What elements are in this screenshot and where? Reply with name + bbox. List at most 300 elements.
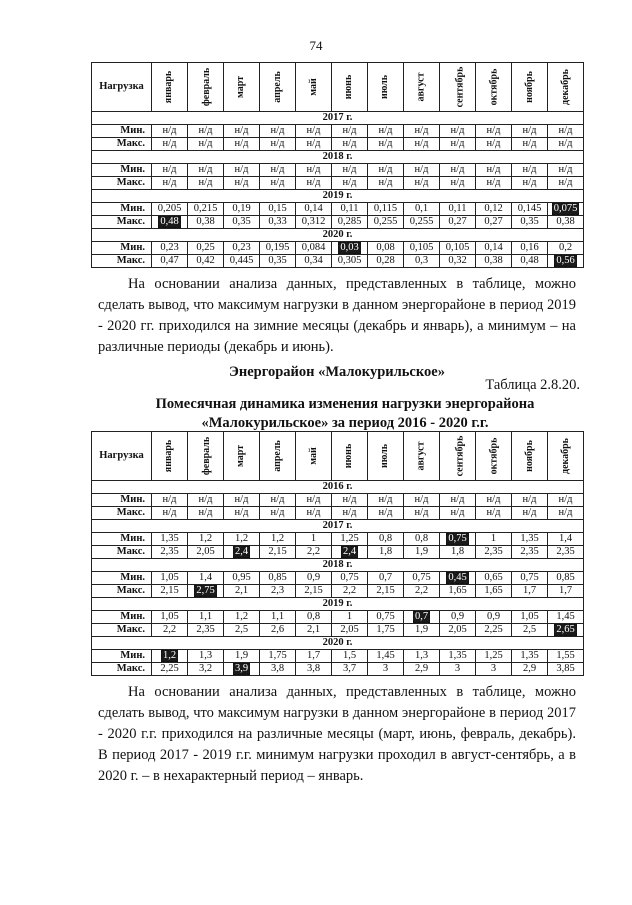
cell-value: 2,05: [448, 624, 467, 635]
cell-value: 1,35: [520, 533, 539, 544]
paragraph-1-text: На основании анализа данных, представленных в таблице, можно сделать вывод, что максимум нагрузки в данном энергорайоне в период 2019 - 2020 гг. приходился на зимние месяцы (декабрь и январь), а минимум – на различные периоды (декабрь и июнь).: [98, 276, 576, 355]
value-cell: [224, 125, 260, 138]
cell-value: 0,85: [556, 572, 575, 583]
year-row: 2017 г.: [92, 112, 584, 125]
cell-value: 2,15: [304, 585, 323, 596]
value-cell: [512, 585, 548, 598]
cell-value: н/д: [306, 125, 321, 136]
highlighted-value: 3,9: [234, 663, 249, 674]
cell-value: н/д: [234, 138, 249, 149]
cell-value: 3: [454, 663, 461, 674]
value-cell: [260, 242, 296, 255]
cell-value: н/д: [450, 507, 465, 518]
value-cell: [188, 611, 224, 624]
value-cell: [512, 216, 548, 229]
cell-value: 1,8: [378, 546, 393, 557]
cell-value: 2,15: [160, 585, 179, 596]
cell-value: 0,23: [232, 242, 251, 253]
cell-value: 2,15: [376, 585, 395, 596]
cell-value: н/д: [558, 164, 573, 175]
cell-value: 1: [310, 533, 317, 544]
value-cell: [332, 650, 368, 663]
value-cell: [332, 216, 368, 229]
cell-value: 1,65: [484, 585, 503, 596]
cell-value: 0,312: [301, 216, 326, 227]
cell-value: 1,9: [234, 650, 249, 661]
cell-value: н/д: [414, 125, 429, 136]
cell-value: н/д: [414, 494, 429, 505]
table-row: [92, 125, 584, 138]
cell-value: н/д: [486, 507, 501, 518]
value-cell: [224, 494, 260, 507]
value-cell: [368, 572, 404, 585]
value-cell: [188, 203, 224, 216]
month-header: ноябрь: [512, 432, 548, 481]
value-cell: [188, 494, 224, 507]
value-cell: [188, 507, 224, 520]
value-cell: [404, 125, 440, 138]
cell-value: н/д: [558, 138, 573, 149]
value-cell: [368, 611, 404, 624]
value-cell: [548, 494, 584, 507]
value-cell: [512, 494, 548, 507]
value-cell: [368, 164, 404, 177]
value-cell: [476, 650, 512, 663]
row-label: Мин.: [92, 611, 152, 624]
cell-value: 0,2: [558, 242, 573, 253]
value-cell: [224, 255, 260, 268]
cell-value: н/д: [306, 177, 321, 188]
value-cell: [404, 216, 440, 229]
cell-value: н/д: [522, 507, 537, 518]
cell-value: н/д: [342, 494, 357, 505]
value-cell: [440, 624, 476, 637]
row-label: Макс.: [92, 546, 152, 559]
value-cell: [260, 507, 296, 520]
cell-value: 0,08: [376, 242, 395, 253]
value-cell: [440, 650, 476, 663]
value-cell: [512, 255, 548, 268]
value-cell: [404, 546, 440, 559]
cell-value: 1,3: [414, 650, 429, 661]
value-cell: [188, 138, 224, 151]
value-cell: [548, 242, 584, 255]
cell-value: н/д: [378, 164, 393, 175]
cell-value: 2,35: [520, 546, 539, 557]
value-cell: [224, 164, 260, 177]
value-cell: [332, 494, 368, 507]
value-cell: [476, 216, 512, 229]
cell-value: 2,2: [306, 546, 321, 557]
cell-value: 0,38: [196, 216, 215, 227]
value-cell: [476, 138, 512, 151]
row-label: Мин.: [92, 125, 152, 138]
month-header: февраль: [188, 63, 224, 112]
value-cell: [260, 203, 296, 216]
page-number: 74: [309, 38, 323, 53]
value-cell: [152, 585, 188, 598]
row-label: Мин.: [92, 650, 152, 663]
value-cell: [440, 663, 476, 676]
value-cell: [224, 611, 260, 624]
value-cell: [440, 138, 476, 151]
value-cell: [224, 624, 260, 637]
cell-value: 0,27: [448, 216, 467, 227]
value-cell: [260, 546, 296, 559]
month-header: ноябрь: [512, 63, 548, 112]
value-cell: [260, 494, 296, 507]
value-cell: [476, 585, 512, 598]
cell-value: 2,2: [162, 624, 177, 635]
cell-value: 2,15: [268, 546, 287, 557]
cell-value: 0,16: [520, 242, 539, 253]
value-cell: [332, 138, 368, 151]
value-cell: [548, 255, 584, 268]
value-cell: [260, 255, 296, 268]
month-header: апрель: [260, 63, 296, 112]
cell-value: н/д: [342, 138, 357, 149]
cell-value: н/д: [306, 507, 321, 518]
cell-value: н/д: [306, 494, 321, 505]
month-header: май: [296, 432, 332, 481]
value-cell: [188, 125, 224, 138]
value-cell: [188, 242, 224, 255]
value-cell: [152, 507, 188, 520]
value-cell: [260, 216, 296, 229]
cell-value: 2,2: [414, 585, 429, 596]
cell-value: 1,75: [268, 650, 287, 661]
cell-value: 0,3: [414, 255, 429, 266]
highlighted-value: 2,65: [556, 624, 575, 635]
value-cell: [512, 242, 548, 255]
value-cell: [260, 138, 296, 151]
month-header: январь: [152, 63, 188, 112]
value-cell: [404, 203, 440, 216]
year-row: 2018 г.: [92, 559, 584, 572]
value-cell: [476, 164, 512, 177]
value-cell: [476, 242, 512, 255]
value-cell: [152, 138, 188, 151]
month-header: июнь: [332, 63, 368, 112]
cell-value: 2,2: [342, 585, 357, 596]
value-cell: [188, 533, 224, 546]
month-header: апрель: [260, 432, 296, 481]
cell-value: 1,4: [198, 572, 213, 583]
cell-value: 0,38: [484, 255, 503, 266]
cell-value: н/д: [234, 164, 249, 175]
month-header: октябрь: [476, 63, 512, 112]
value-cell: [368, 125, 404, 138]
value-cell: [404, 533, 440, 546]
cell-value: н/д: [306, 164, 321, 175]
cell-value: н/д: [198, 494, 213, 505]
value-cell: [368, 494, 404, 507]
cell-value: 3: [490, 663, 497, 674]
highlighted-value: 1,2: [162, 650, 177, 661]
cell-value: 2,05: [340, 624, 359, 635]
value-cell: [296, 177, 332, 190]
value-cell: [440, 507, 476, 520]
table-row: [92, 624, 584, 637]
cell-value: 2,6: [270, 624, 285, 635]
value-cell: [296, 494, 332, 507]
cell-value: 2,25: [484, 624, 503, 635]
cell-value: 1,8: [450, 546, 465, 557]
row-label: Мин.: [92, 572, 152, 585]
row-label: Макс.: [92, 585, 152, 598]
cell-value: 0,195: [265, 242, 290, 253]
cell-value: н/д: [234, 125, 249, 136]
value-cell: [512, 624, 548, 637]
value-cell: [440, 242, 476, 255]
value-cell: [152, 572, 188, 585]
value-cell: [512, 663, 548, 676]
value-cell: [440, 546, 476, 559]
value-cell: [332, 203, 368, 216]
value-cell: [512, 533, 548, 546]
value-cell: [476, 624, 512, 637]
value-cell: [152, 255, 188, 268]
cell-value: н/д: [162, 177, 177, 188]
value-cell: [152, 546, 188, 559]
paragraph-analysis-1: [98, 274, 576, 358]
value-cell: [296, 585, 332, 598]
value-cell: [260, 611, 296, 624]
cell-value: 0,95: [232, 572, 251, 583]
value-cell: [224, 507, 260, 520]
row-label: Мин.: [92, 533, 152, 546]
value-cell: [512, 164, 548, 177]
value-cell: [548, 663, 584, 676]
value-cell: [188, 572, 224, 585]
value-cell: [548, 203, 584, 216]
value-cell: [296, 507, 332, 520]
value-cell: [548, 177, 584, 190]
cell-value: н/д: [198, 177, 213, 188]
section-heading: Энергорайон «Малокурильское»: [229, 364, 445, 380]
row-label: Макс.: [92, 216, 152, 229]
row-label: Мин.: [92, 203, 152, 216]
cell-value: 0,9: [450, 611, 465, 622]
cell-value: н/д: [414, 507, 429, 518]
cell-value: н/д: [198, 138, 213, 149]
cell-value: н/д: [522, 177, 537, 188]
cell-value: 0,1: [414, 203, 429, 214]
value-cell: [296, 216, 332, 229]
table-row: [92, 177, 584, 190]
cell-value: н/д: [342, 164, 357, 175]
value-cell: [368, 546, 404, 559]
month-header: май: [296, 63, 332, 112]
value-cell: [188, 546, 224, 559]
table-row: [92, 255, 584, 268]
cell-value: 1,9: [414, 546, 429, 557]
table-number: Таблица 2.8.20.: [485, 377, 580, 393]
value-cell: [368, 216, 404, 229]
cell-value: н/д: [558, 177, 573, 188]
cell-value: 0,33: [268, 216, 287, 227]
table-row: [92, 533, 584, 546]
highlighted-value: 0,56: [556, 255, 575, 266]
value-cell: [152, 177, 188, 190]
cell-value: н/д: [162, 138, 177, 149]
cell-value: 3,85: [556, 663, 575, 674]
value-cell: [548, 611, 584, 624]
year-row: 2018 г.: [92, 151, 584, 164]
cell-value: 0,27: [484, 216, 503, 227]
value-cell: [404, 177, 440, 190]
cell-value: 2,35: [196, 624, 215, 635]
cell-value: н/д: [450, 494, 465, 505]
value-cell: [368, 242, 404, 255]
cell-value: 0,35: [520, 216, 539, 227]
value-cell: [476, 611, 512, 624]
value-cell: [440, 494, 476, 507]
cell-value: 0,255: [409, 216, 434, 227]
cell-value: 0,255: [373, 216, 398, 227]
cell-value: 0,205: [157, 203, 182, 214]
cell-value: 1,05: [160, 611, 179, 622]
value-cell: [368, 255, 404, 268]
month-header: сентябрь: [440, 63, 476, 112]
cell-value: 1,35: [160, 533, 179, 544]
value-cell: [260, 164, 296, 177]
cell-value: 1,55: [556, 650, 575, 661]
cell-value: 2,35: [160, 546, 179, 557]
cell-value: 1,35: [448, 650, 467, 661]
load-header: Нагрузка: [92, 432, 152, 481]
value-cell: [404, 611, 440, 624]
cell-value: 1,1: [198, 611, 213, 622]
value-cell: [368, 533, 404, 546]
year-row: 2019 г.: [92, 190, 584, 203]
month-header: август: [404, 63, 440, 112]
month-header: февраль: [188, 432, 224, 481]
cell-value: н/д: [270, 138, 285, 149]
value-cell: [476, 663, 512, 676]
value-cell: [260, 125, 296, 138]
value-cell: [440, 585, 476, 598]
cell-value: н/д: [198, 164, 213, 175]
value-cell: [512, 203, 548, 216]
value-cell: [224, 546, 260, 559]
cell-value: 2,9: [414, 663, 429, 674]
value-cell: [296, 533, 332, 546]
highlighted-value: 0,75: [448, 533, 467, 544]
value-cell: [476, 203, 512, 216]
cell-value: 0,7: [378, 572, 393, 583]
value-cell: [404, 242, 440, 255]
value-cell: [152, 242, 188, 255]
value-cell: [260, 177, 296, 190]
cell-value: 0,75: [376, 611, 395, 622]
value-cell: [548, 546, 584, 559]
value-cell: [296, 611, 332, 624]
value-cell: [512, 546, 548, 559]
value-cell: [296, 138, 332, 151]
cell-value: 1,45: [376, 650, 395, 661]
value-cell: [440, 216, 476, 229]
value-cell: [332, 507, 368, 520]
cell-value: н/д: [486, 177, 501, 188]
value-cell: [224, 203, 260, 216]
cell-value: 1,05: [160, 572, 179, 583]
year-row: 2017 г.: [92, 520, 584, 533]
cell-value: н/д: [522, 125, 537, 136]
cell-value: 1,75: [376, 624, 395, 635]
value-cell: [512, 611, 548, 624]
value-cell: [260, 533, 296, 546]
cell-value: 0,35: [268, 255, 287, 266]
highlighted-value: 2,4: [342, 546, 357, 557]
value-cell: [440, 203, 476, 216]
cell-value: 1,45: [556, 611, 575, 622]
value-cell: [512, 572, 548, 585]
cell-value: н/д: [450, 138, 465, 149]
cell-value: 0,12: [484, 203, 503, 214]
value-cell: [152, 125, 188, 138]
month-header: октябрь: [476, 432, 512, 481]
cell-value: н/д: [198, 125, 213, 136]
value-cell: [260, 585, 296, 598]
cell-value: 0,38: [556, 216, 575, 227]
value-cell: [368, 203, 404, 216]
value-cell: [548, 164, 584, 177]
row-label: Макс.: [92, 177, 152, 190]
value-cell: [152, 624, 188, 637]
table-row: [92, 546, 584, 559]
cell-value: 0,23: [160, 242, 179, 253]
cell-value: н/д: [234, 494, 249, 505]
value-cell: [152, 611, 188, 624]
month-header: июль: [368, 63, 404, 112]
cell-value: 1,3: [198, 650, 213, 661]
cell-value: 1,25: [340, 533, 359, 544]
value-cell: [224, 533, 260, 546]
cell-value: 2,5: [522, 624, 537, 635]
cell-value: 3,8: [306, 663, 321, 674]
value-cell: [152, 203, 188, 216]
value-cell: [296, 125, 332, 138]
cell-value: н/д: [378, 507, 393, 518]
value-cell: [332, 572, 368, 585]
value-cell: [260, 572, 296, 585]
cell-value: н/д: [378, 138, 393, 149]
table-row: [92, 663, 584, 676]
value-cell: [332, 624, 368, 637]
value-cell: [404, 138, 440, 151]
table-row: [92, 611, 584, 624]
value-cell: [548, 507, 584, 520]
value-cell: [188, 624, 224, 637]
cell-value: 0,215: [193, 203, 218, 214]
cell-value: н/д: [558, 125, 573, 136]
cell-value: н/д: [234, 177, 249, 188]
cell-value: н/д: [378, 125, 393, 136]
value-cell: [152, 663, 188, 676]
cell-value: н/д: [486, 494, 501, 505]
value-cell: [296, 242, 332, 255]
cell-value: 0,11: [448, 203, 467, 214]
cell-value: н/д: [558, 494, 573, 505]
value-cell: [512, 125, 548, 138]
cell-value: 3,7: [342, 663, 357, 674]
cell-value: н/д: [162, 507, 177, 518]
value-cell: [224, 138, 260, 151]
row-label: Макс.: [92, 138, 152, 151]
value-cell: [548, 572, 584, 585]
cell-value: 0,445: [229, 255, 254, 266]
